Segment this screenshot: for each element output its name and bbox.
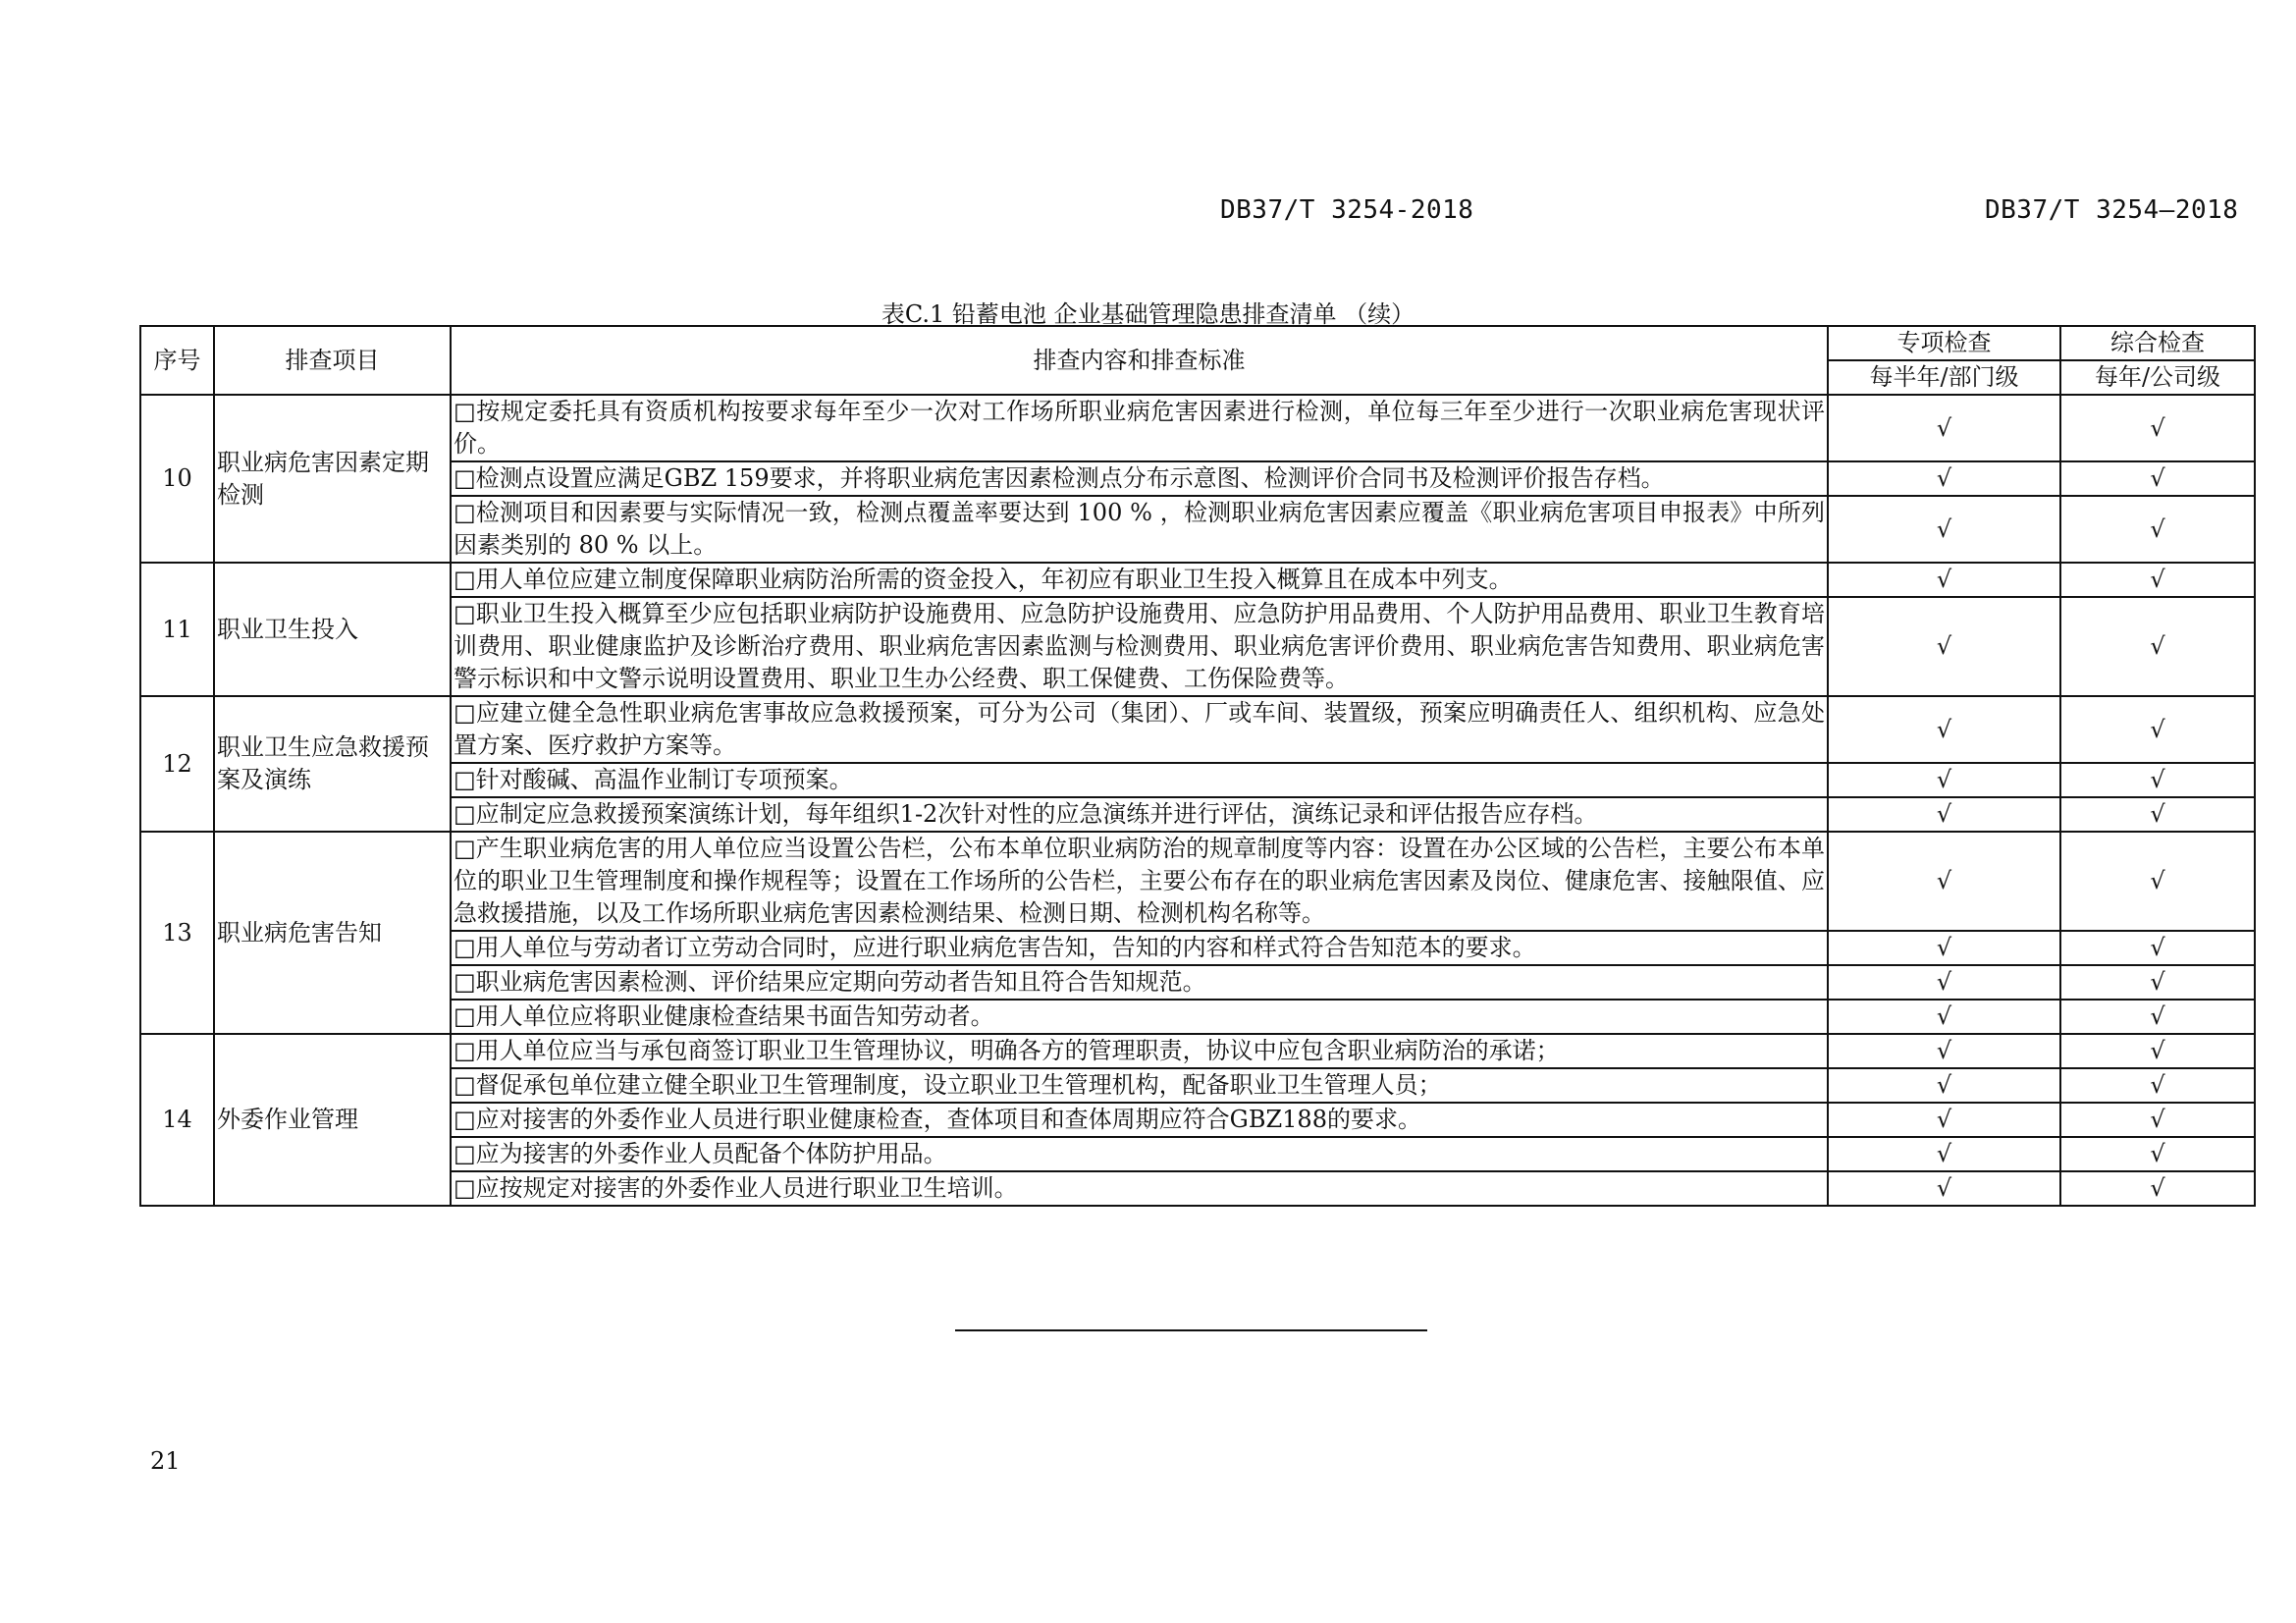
- table-row: [140, 797, 2255, 832]
- inspection-criterion: □应建立健全急性职业病危害事故应急救援预案，可分为公司（集团）、厂或车间、装置级，预案应明确责任人、组织机构、应急处置方案、医疗救护方案等。: [451, 696, 1828, 763]
- special-check-mark: √: [1828, 832, 2060, 931]
- inspection-criterion: □职业卫生投入概算至少应包括职业病防护设施费用、应急防护设施费用、应急防护用品费用、个人防护用品费用、职业卫生教育培训费用、职业健康监护及诊断治疗费用、职业病危害因素监测与检测费用、职业病危害评价费用、职业病危害告知费用、职业病危害警示标识和中文警示说明设置费用、职业卫生办公经费、职工保健费、工伤保险费等。: [451, 597, 1828, 696]
- special-check-mark: √: [1828, 797, 2060, 832]
- col-header-content: 排查内容和排查标准: [451, 326, 1828, 395]
- item-number: 12: [140, 696, 214, 832]
- table-row: [140, 696, 2255, 763]
- special-check-mark: √: [1828, 1103, 2060, 1137]
- table-caption: 表C.1 铅蓄电池 企业基础管理隐患排查清单 （续）: [881, 300, 1415, 328]
- inspection-item: 职业病危害因素定期检测: [214, 395, 451, 563]
- comprehensive-check-mark: √: [2060, 965, 2255, 1000]
- table-header: [140, 326, 2255, 395]
- item-number: 13: [140, 832, 214, 1034]
- comprehensive-check-mark: √: [2060, 496, 2255, 563]
- comprehensive-check-mark: √: [2060, 1137, 2255, 1171]
- comprehensive-check-mark: √: [2060, 1171, 2255, 1206]
- special-check-mark: √: [1828, 931, 2060, 965]
- table-row: [140, 395, 2255, 461]
- inspection-criterion: □针对酸碱、高温作业制订专项预案。: [451, 763, 1828, 797]
- inspection-criterion: □应按规定对接害的外委作业人员进行职业卫生培训。: [451, 1171, 1828, 1206]
- table-row: [140, 563, 2255, 597]
- inspection-criterion: □用人单位应将职业健康检查结果书面告知劳动者。: [451, 1000, 1828, 1034]
- inspection-item: 外委作业管理: [214, 1034, 451, 1206]
- comprehensive-check-mark: √: [2060, 797, 2255, 832]
- header-standard-code-right: DB37/T 3254—2018: [1985, 195, 2239, 225]
- special-check-mark: √: [1828, 1171, 2060, 1206]
- table-row: [140, 965, 2255, 1000]
- special-check-mark: √: [1828, 461, 2060, 496]
- item-number: 10: [140, 395, 214, 563]
- inspection-item: 职业卫生投入: [214, 563, 451, 696]
- table-row: [140, 763, 2255, 797]
- special-check-mark: √: [1828, 1034, 2060, 1068]
- special-check-mark: √: [1828, 1137, 2060, 1171]
- col-header-comprehensive: 综合检查: [2060, 326, 2255, 360]
- inspection-item: 职业病危害告知: [214, 832, 451, 1034]
- inspection-criterion: □督促承包单位建立健全职业卫生管理制度，设立职业卫生管理机构，配备职业卫生管理人员；: [451, 1068, 1828, 1103]
- comprehensive-check-mark: √: [2060, 1034, 2255, 1068]
- table-row: [140, 1137, 2255, 1171]
- col-header-item: 排查项目: [214, 326, 451, 395]
- comprehensive-check-mark: √: [2060, 1000, 2255, 1034]
- item-number: 14: [140, 1034, 214, 1206]
- inspection-criterion: □检测点设置应满足GBZ 159要求，并将职业病危害因素检测点分布示意图、检测评价合同书及检测评价报告存档。: [451, 461, 1828, 496]
- special-check-mark: √: [1828, 395, 2060, 461]
- comprehensive-check-mark: √: [2060, 1103, 2255, 1137]
- inspection-criterion: □按规定委托具有资质机构按要求每年至少一次对工作场所职业病危害因素进行检测，单位每三年至少进行一次职业病危害现状评价。: [451, 395, 1828, 461]
- table-row: [140, 832, 2255, 931]
- inspection-criterion: □用人单位与劳动者订立劳动合同时，应进行职业病危害告知，告知的内容和样式符合告知范本的要求。: [451, 931, 1828, 965]
- col-header-no: 序号: [140, 326, 214, 395]
- table-row: [140, 1000, 2255, 1034]
- inspection-criterion: □用人单位应建立制度保障职业病防治所需的资金投入，年初应有职业卫生投入概算且在成本中列支。: [451, 563, 1828, 597]
- comprehensive-check-mark: √: [2060, 1068, 2255, 1103]
- inspection-criterion: □职业病危害因素检测、评价结果应定期向劳动者告知且符合告知规范。: [451, 965, 1828, 1000]
- comprehensive-check-mark: √: [2060, 763, 2255, 797]
- page-number: 21: [150, 1447, 181, 1475]
- comprehensive-check-mark: √: [2060, 696, 2255, 763]
- inspection-criterion: □检测项目和因素要与实际情况一致，检测点覆盖率要达到 100 % ，检测职业病危害因素应覆盖《职业病危害项目申报表》中所列因素类别的 80 % 以上。: [451, 496, 1828, 563]
- inspection-criterion: □应对接害的外委作业人员进行职业健康检查，查体项目和查体周期应符合GBZ188的要求。: [451, 1103, 1828, 1137]
- special-check-mark: √: [1828, 496, 2060, 563]
- special-check-mark: √: [1828, 965, 2060, 1000]
- inspection-criterion: □用人单位应当与承包商签订职业卫生管理协议，明确各方的管理职责，协议中应包含职业病防治的承诺；: [451, 1034, 1828, 1068]
- special-check-mark: √: [1828, 597, 2060, 696]
- item-number: 11: [140, 563, 214, 696]
- table-row: [140, 1034, 2255, 1068]
- comprehensive-check-mark: √: [2060, 461, 2255, 496]
- special-check-mark: √: [1828, 763, 2060, 797]
- special-check-mark: √: [1828, 696, 2060, 763]
- col-header-special-frequency: 每半年/部门级: [1828, 360, 2060, 395]
- inspection-criterion: □产生职业病危害的用人单位应当设置公告栏，公布本单位职业病防治的规章制度等内容：设置在办公区域的公告栏，主要公布本单位的职业卫生管理制度和操作规程等；设置在工作场所的公告栏，主要公布存在的职业病危害因素及岗位、健康危害、接触限值、应急救援措施，以及工作场所职业病危害因素检测结果、检测日期、检测机构名称等。: [451, 832, 1828, 931]
- table-row: [140, 461, 2255, 496]
- special-check-mark: √: [1828, 1068, 2060, 1103]
- table-row: [140, 1171, 2255, 1206]
- col-header-special: 专项检查: [1828, 326, 2060, 360]
- comprehensive-check-mark: √: [2060, 395, 2255, 461]
- inspection-criterion: □应制定应急救援预案演练计划，每年组织1-2次针对性的应急演练并进行评估，演练记录和评估报告应存档。: [451, 797, 1828, 832]
- inspection-criterion: □应为接害的外委作业人员配备个体防护用品。: [451, 1137, 1828, 1171]
- comprehensive-check-mark: √: [2060, 832, 2255, 931]
- end-of-table-rule: [955, 1329, 1427, 1331]
- special-check-mark: √: [1828, 563, 2060, 597]
- col-header-comprehensive-frequency: 每年/公司级: [2060, 360, 2255, 395]
- table-body: [140, 395, 2255, 1206]
- table-row: [140, 496, 2255, 563]
- special-check-mark: √: [1828, 1000, 2060, 1034]
- table-row: [140, 1103, 2255, 1137]
- inspection-item: 职业卫生应急救援预案及演练: [214, 696, 451, 832]
- inspection-table: [139, 325, 2256, 1207]
- header-standard-code-left: DB37/T 3254-2018: [1220, 195, 1474, 225]
- table-row: [140, 1068, 2255, 1103]
- comprehensive-check-mark: √: [2060, 597, 2255, 696]
- comprehensive-check-mark: √: [2060, 563, 2255, 597]
- comprehensive-check-mark: √: [2060, 931, 2255, 965]
- table-row: [140, 597, 2255, 696]
- table-row: [140, 931, 2255, 965]
